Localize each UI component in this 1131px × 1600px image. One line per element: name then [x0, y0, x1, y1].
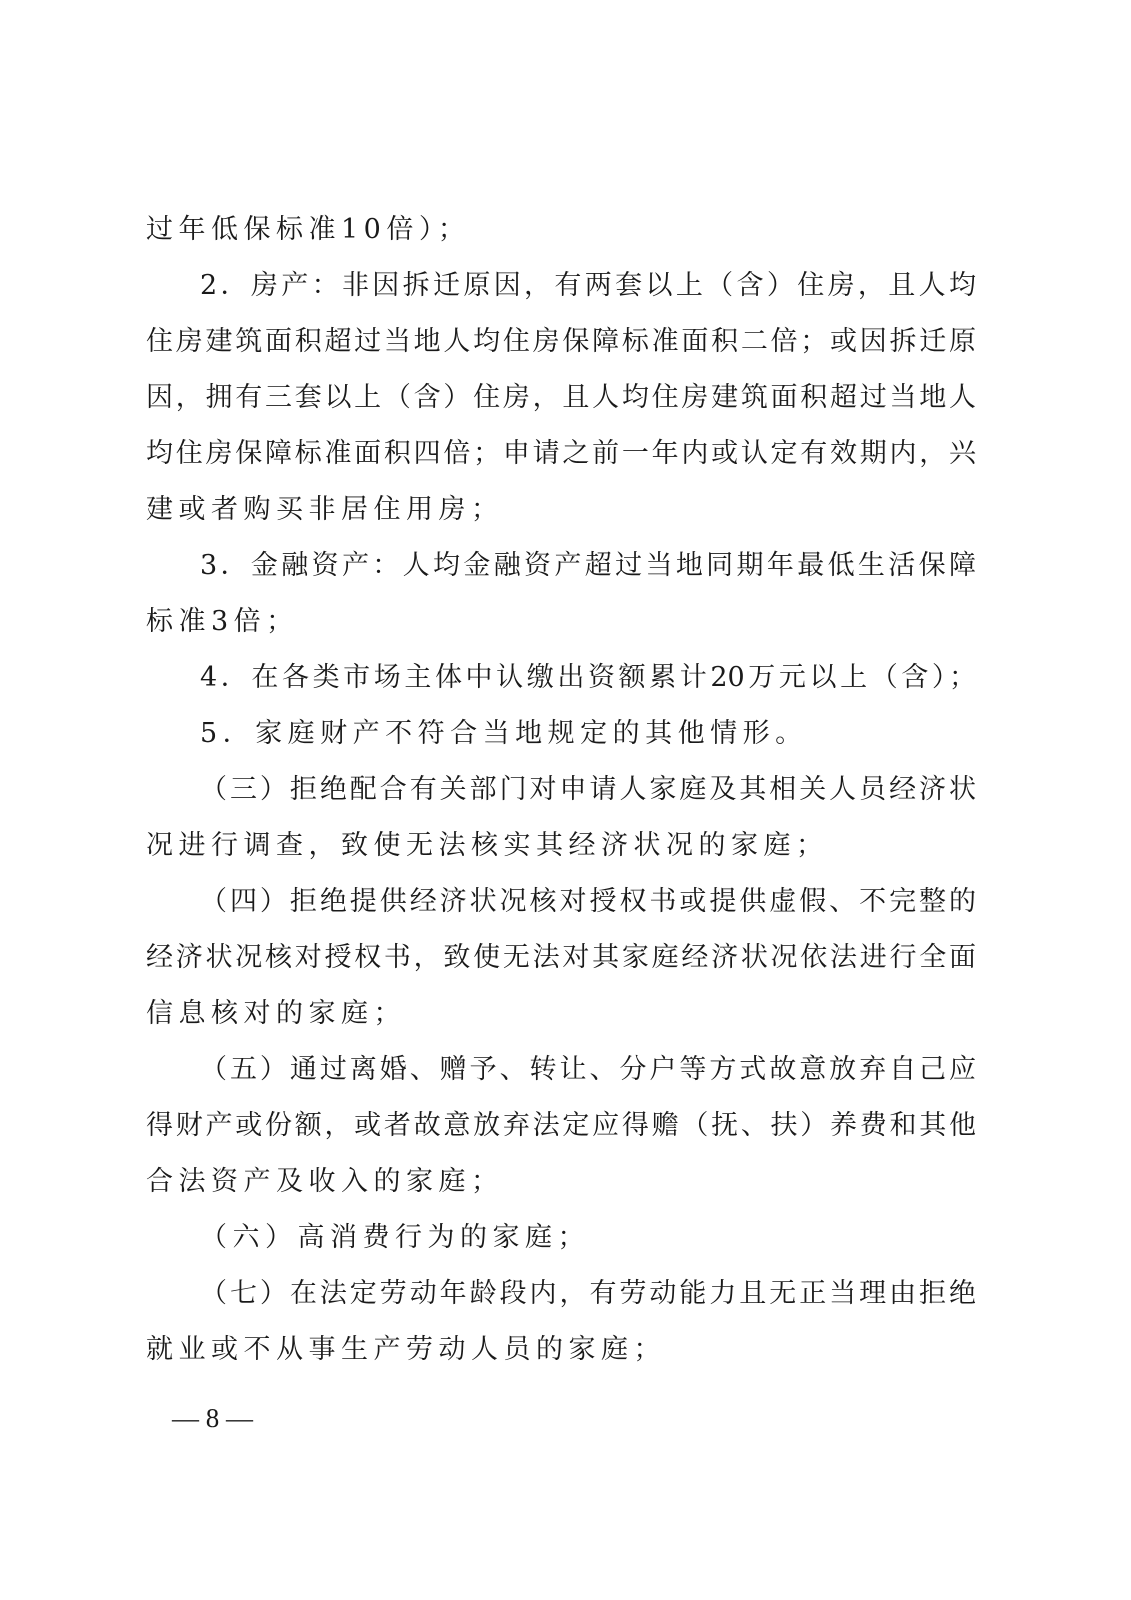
text-line-19: （六）高消费行为的家庭；	[200, 1222, 590, 1253]
text-line-4: 因，拥有三套以上（含）住房，且人均住房建筑面积超过当地人	[146, 382, 976, 413]
text-line-2: 2．房产：非因拆迁原因，有两套以上（含）住房，且人均	[200, 270, 976, 301]
text-line-14: 经济状况核对授权书，致使无法对其家庭经济状况依法进行全面	[146, 942, 976, 973]
text-line-17: 得财产或份额，或者故意放弃法定应得赡（抚、扶）养费和其他	[146, 1110, 976, 1141]
text-line-21: 就业或不从事生产劳动人员的家庭；	[146, 1334, 666, 1365]
text-line-12: 况进行调查，致使无法核实其经济状况的家庭；	[146, 830, 829, 861]
text-line-3: 住房建筑面积超过当地人均住房保障标准面积二倍；或因拆迁原	[146, 326, 976, 357]
text-line-8: 标准3倍；	[146, 606, 299, 637]
text-line-18: 合法资产及收入的家庭；	[146, 1166, 504, 1197]
text-line-5: 均住房保障标准面积四倍；申请之前一年内或认定有效期内，兴	[146, 438, 976, 469]
text-line-1: 过年低保标准10倍）；	[146, 214, 471, 245]
text-line-10: 5．家庭财产不符合当地规定的其他情形。	[200, 718, 808, 749]
text-line-16: （五）通过离婚、赠予、转让、分户等方式故意放弃自己应	[200, 1054, 976, 1085]
text-line-9: 4．在各类市场主体中认缴出资额累计20万元以上（含）；	[200, 662, 976, 693]
text-line-20: （七）在法定劳动年龄段内，有劳动能力且无正当理由拒绝	[200, 1278, 976, 1309]
page-number: — 8 —	[172, 1403, 253, 1433]
text-line-13: （四）拒绝提供经济状况核对授权书或提供虚假、不完整的	[200, 886, 976, 917]
text-line-7: 3．金融资产：人均金融资产超过当地同期年最低生活保障	[200, 550, 976, 581]
text-line-11: （三）拒绝配合有关部门对申请人家庭及其相关人员经济状	[200, 774, 976, 805]
text-line-6: 建或者购买非居住用房；	[146, 494, 504, 525]
text-line-15: 信息核对的家庭；	[146, 998, 406, 1029]
